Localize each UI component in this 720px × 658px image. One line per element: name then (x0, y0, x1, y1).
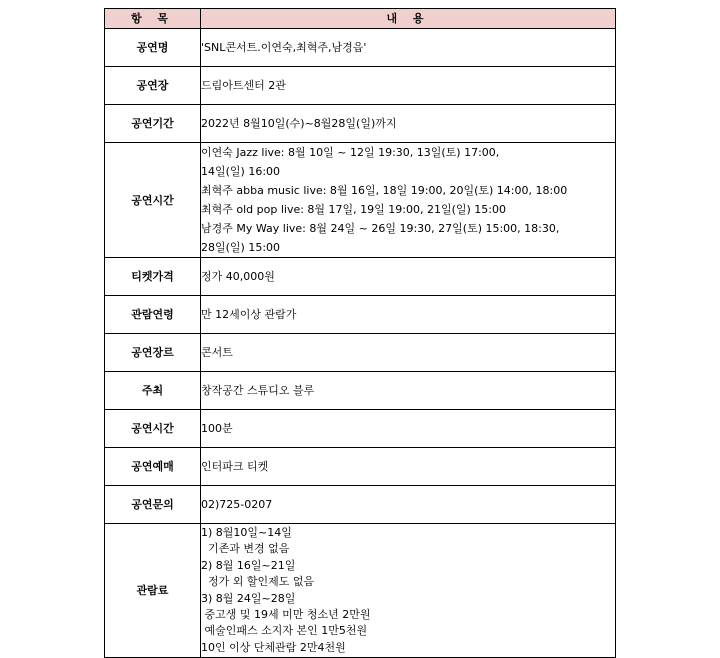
fee-line: 2) 8월 16일~21일 (201, 558, 296, 572)
row-label: 공연시간 (105, 410, 201, 448)
row-label: 관람료 (105, 524, 201, 658)
header-content: 내 용 (201, 9, 616, 29)
row-label: 관람연령 (105, 296, 201, 334)
row-value: 'SNL콘서트.이연숙,최혁주,남경읍' (201, 29, 616, 67)
table-row (105, 372, 616, 410)
row-value: 인터파크 티켓 (201, 448, 616, 486)
table-row (105, 296, 616, 334)
table-row (105, 410, 616, 448)
table-row (105, 524, 616, 658)
row-label: 공연시간 (105, 143, 201, 258)
schedule-line: 최혁주 old pop live: 8월 17일, 19일 19:00, 21일(일) 15:00 (201, 203, 507, 216)
table-row (105, 67, 616, 105)
table-row (105, 258, 616, 296)
row-value-lines (201, 524, 616, 658)
row-label: 티켓가격 (105, 258, 201, 296)
fee-line: 중고생 및 19세 미만 청소년 2만원 (201, 607, 371, 621)
row-value: 2022년 8월10일(수)~8월28일(일)까지 (201, 105, 616, 143)
table-row (105, 486, 616, 524)
performance-info-table (104, 8, 616, 658)
row-value-lines (201, 143, 616, 258)
row-value: 100분 (201, 410, 616, 448)
table-row (105, 105, 616, 143)
fee-line: 예술인패스 소지자 본인 1만5천원 (201, 624, 368, 638)
fee-line: 3) 8월 24일~28일 (201, 591, 296, 605)
table-row (105, 334, 616, 372)
row-value: 정가 40,000원 (201, 258, 616, 296)
row-label: 공연장 (105, 67, 201, 105)
row-value: 콘서트 (201, 334, 616, 372)
row-label: 공연문의 (105, 486, 201, 524)
row-label: 주최 (105, 372, 201, 410)
row-value: 창작공간 스튜디오 블루 (201, 372, 616, 410)
schedule-line: 최혁주 abba music live: 8월 16일, 18일 19:00, 20일(토) 14:00, 18:00 (201, 184, 568, 197)
row-label: 공연기간 (105, 105, 201, 143)
row-label: 공연명 (105, 29, 201, 67)
row-value: 드림아트센터 2관 (201, 67, 616, 105)
schedule-line: 이연숙 Jazz live: 8월 10일 ~ 12일 19:30, 13일(토) 17:00, (201, 146, 500, 159)
table-row (105, 143, 616, 258)
fee-line: 10인 이상 단체관람 2만4천원 (201, 640, 346, 654)
fee-line: 정가 외 할인제도 없음 (201, 575, 315, 589)
header-item: 항 목 (105, 9, 201, 29)
row-label: 공연장르 (105, 334, 201, 372)
schedule-line: 14일(일) 16:00 (201, 165, 281, 178)
table-row (105, 448, 616, 486)
table-row (105, 29, 616, 67)
row-label: 공연예매 (105, 448, 201, 486)
fee-line: 기존과 변경 없음 (201, 542, 290, 556)
schedule-line: 28일(일) 15:00 (201, 241, 281, 254)
fee-line: 1) 8월10일~14일 (201, 525, 292, 539)
row-value: 만 12세이상 관람가 (201, 296, 616, 334)
table-header-row (105, 9, 616, 29)
row-value: 02)725-0207 (201, 486, 616, 524)
schedule-line: 남경주 My Way live: 8월 24일 ~ 26일 19:30, 27일(토) 15:00, 18:30, (201, 222, 560, 235)
